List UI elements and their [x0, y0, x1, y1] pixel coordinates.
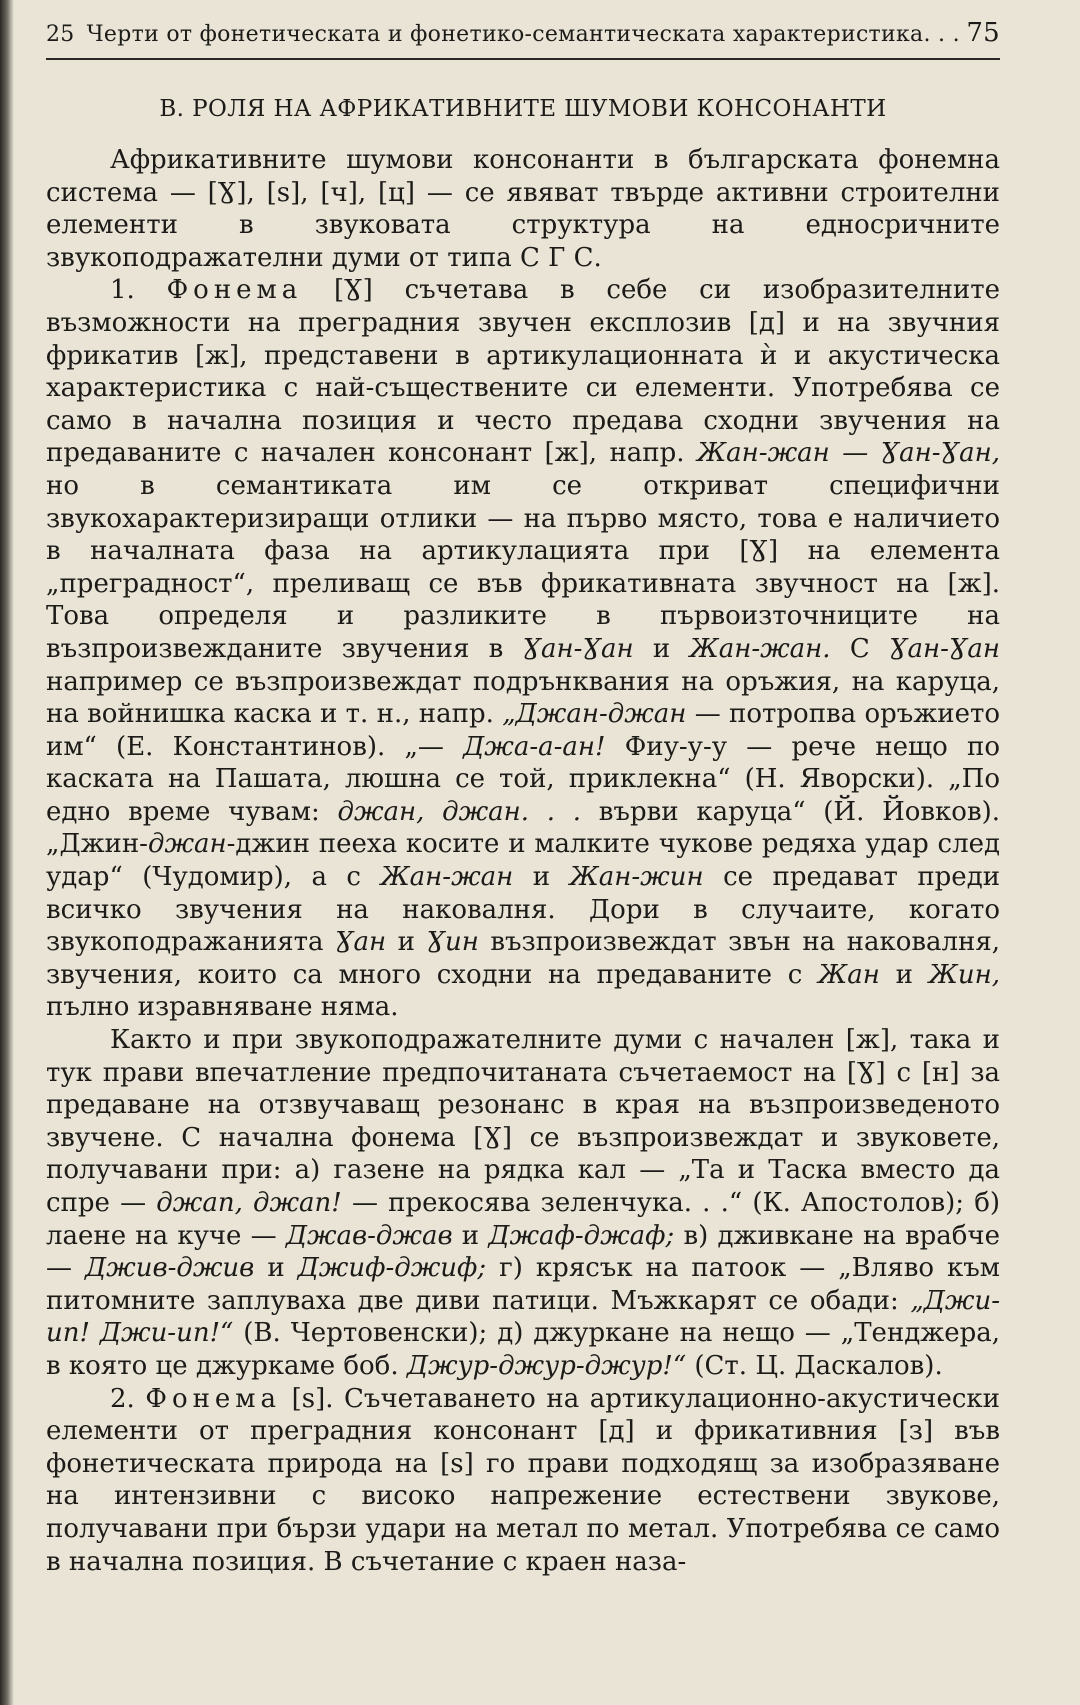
paragraph-4: 2. Фонема [s]. Съчетаването на артикулационно-акустически елементи от преградния консонант [д] и фрикативния [з] във фонетическата природа на [s] го прави подходящ за изобразяване на интензивни с високо напрежение естествени звукове, получавани при бързи удари на метал по метал. Употребява се само в начална позиция. В съчетание с краен наза- — [46, 1383, 1000, 1577]
section-title: В. РОЛЯ НА АФРИКАТИВНИТЕ ШУМОВИ КОНСОНАНТИ — [159, 96, 887, 122]
term-phoneme: Фонема — [166, 275, 303, 306]
term-phoneme: Фонема — [145, 1383, 282, 1414]
paragraph-2: 1. Фонема [Ɣ] съчетава в себе си изобразителните възможности на преградния звучен експлозив [д] и на звучния фрикатив [ж], представени в артикулационната ѝ и акустическа характеристика с най-съществените си елементи. Употребява се само в начална позиция и често предава сходни звучения на предаваните с начален консонант [ж], напр. Жан-жан — Ɣан-Ɣан, но в семантиката им се откриват специфични звукохарактеризиращи отлики — на първо място, това е наличието в началната фаза на артикулацията при [Ɣ] на елемента „преградност“, преливащ се във фрикативната звучност на [ж]. Това определя и разликите в първоизточниците на възпроизвежданите звучения в Ɣан-Ɣан и Жан-жан. С Ɣан-Ɣан например се възпроизвеждат подрънквания на оръжия, на каруца, на войнишка каска и т. н., напр. „Джан-джан — потропва оръжието им“ (Е. Константинов). „— Джа-а-ан! Фиу-у-у — рече нещо по каската на Пашата, люшна се той, приклекна“ (Н. Яворски). „По едно време чувам: джан, джан. . . върви каруца“ (Й. Йовков). „Джин-джан-джин пееха косите и малките чукове редяха удар след удар“ (Чудомир), а с Жан-жан и Жан-жин се предават преди всичко звучения на наковалня. Дори в случаите, когато звукоподражанията Ɣан и Ɣин възпроизвеждат звън на наковалня, звучения, които са много сходни на предаваните с Жан и Жин, пълно изравняване няма. — [46, 275, 1001, 1023]
paragraph-3: Както и при звукоподражателните думи с начален [ж], така и тук прави впечатление предпочитаната съчетаемост на [Ɣ] с [н] за предаване на отзвучаващ резонанс в края на възпроизведеното звучене. С начална фонема [Ɣ] се възпроизвеждат и звуковете, получавани при: а) газене на рядка кал — „Та и Таска вместо да спре — джап, джап! — прекосява зеленчука. . .“ (К. Апостолов); б) лаене на куче — Джав-джав и Джаф-джаф; в) дживкане на врабче — Джив-джив и Джиф-джиф; г) крясък на патоок — „Вляво към питомните заплуваха две диви патици. Мъжкарят се обади: „Джи-ип! Джи-ип!“ (В. Чертовенски); д) джуркане на нещо — „Тенджера, в която це джуркаме боб. Джур-джур-джур!“ (Ст. Ц. Даскалов). — [46, 1025, 1001, 1381]
page-gutter-shadow — [0, 0, 14, 1705]
paragraph-1: Африкативните шумови консонанти в българската фонемна система — [Ɣ], [s], [ч], [ц] — се явяват твърде активни строителни елементи в звуковата структура на едносричните звукоподражателни думи от типа С Г С. — [46, 145, 1000, 273]
running-head — [46, 18, 1000, 48]
book-page — [46, 18, 1000, 1578]
page-number: 75 — [966, 18, 1000, 48]
body-text — [46, 144, 1000, 1578]
header-rule — [46, 58, 1000, 60]
running-title: Черти от фонетическата и фонетико-семантическата характеристика. . . — [86, 22, 960, 47]
chapter-number: 25 — [46, 22, 75, 47]
